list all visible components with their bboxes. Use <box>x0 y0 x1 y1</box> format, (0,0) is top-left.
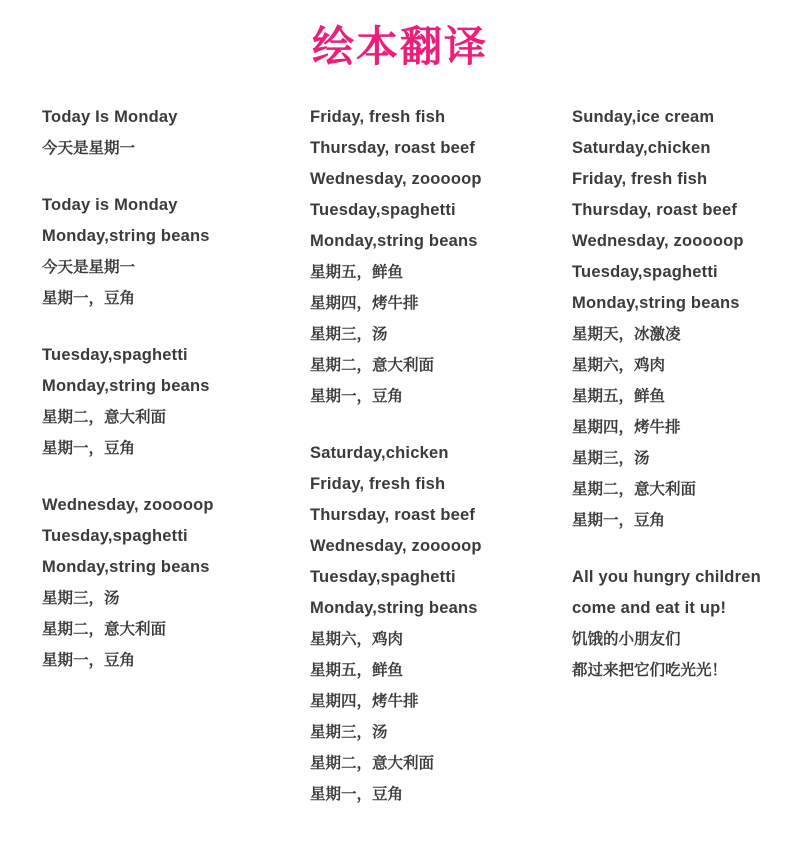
block-1-2 <box>42 190 268 314</box>
line: Wednesday, zooooop <box>310 537 482 555</box>
text-columns <box>0 84 800 836</box>
line: 星期六，鸡肉 <box>572 356 666 374</box>
block-1-4 <box>42 490 268 676</box>
line: 星期四，烤牛排 <box>572 418 681 436</box>
line: Tuesday,spaghetti <box>572 263 718 281</box>
line: Friday, fresh fish <box>310 475 446 493</box>
line: 星期三，汤 <box>310 723 388 741</box>
line: Monday,string beans <box>42 558 210 576</box>
line: 星期二，意大利面 <box>42 620 167 638</box>
line: 星期五，鲜鱼 <box>310 661 404 679</box>
line: Tuesday,spaghetti <box>42 346 188 364</box>
line: Saturday,chicken <box>572 139 711 157</box>
line: Tuesday,spaghetti <box>310 201 456 219</box>
line: 今天是星期一 <box>42 139 136 157</box>
line: 星期四，烤牛排 <box>310 294 419 312</box>
line: Saturday,chicken <box>310 444 449 462</box>
block-1-1 <box>42 102 268 164</box>
line: Sunday,ice cream <box>572 108 715 126</box>
line: Thursday, roast beef <box>310 139 476 157</box>
block-1-3 <box>42 340 268 464</box>
line: 星期二，意大利面 <box>42 408 167 426</box>
line: Wednesday, zooooop <box>42 496 214 514</box>
line: 星期一，豆角 <box>42 651 136 669</box>
column-2 <box>268 102 536 836</box>
line: 星期三，汤 <box>42 589 120 607</box>
line: 星期三，汤 <box>310 325 388 343</box>
line: 星期五，鲜鱼 <box>310 263 404 281</box>
line: All you hungry children <box>572 568 761 586</box>
line: 星期一，豆角 <box>42 289 136 307</box>
block-3-1 <box>572 102 800 536</box>
line: 星期五，鲜鱼 <box>572 387 666 405</box>
line: 星期一，豆角 <box>42 439 136 457</box>
line: 星期一，豆角 <box>310 785 404 803</box>
line: 星期三，汤 <box>572 449 650 467</box>
line: 都过来把它们吃光光！ <box>572 661 728 679</box>
block-2-1 <box>310 102 536 412</box>
line: Monday,string beans <box>572 294 740 312</box>
line: Wednesday, zooooop <box>572 232 744 250</box>
line: 今天是星期一 <box>42 258 136 276</box>
line: Monday,string beans <box>42 227 210 245</box>
line: Today Is Monday <box>42 108 178 126</box>
line: 星期天，冰激凌 <box>572 325 681 343</box>
line: Monday,string beans <box>310 599 478 617</box>
column-1 <box>0 102 268 702</box>
line: 饥饿的小朋友们 <box>572 630 681 648</box>
line: 星期一，豆角 <box>572 511 666 529</box>
line: 星期二，意大利面 <box>310 356 435 374</box>
block-2-2 <box>310 438 536 810</box>
line: come and eat it up! <box>572 599 727 617</box>
line: Tuesday,spaghetti <box>42 527 188 545</box>
line: 星期六，鸡肉 <box>310 630 404 648</box>
block-3-2 <box>572 562 800 686</box>
line: Friday, fresh fish <box>572 170 708 188</box>
line: Friday, fresh fish <box>310 108 446 126</box>
line: 星期二，意大利面 <box>310 754 435 772</box>
line: Thursday, roast beef <box>572 201 738 219</box>
line: 星期一，豆角 <box>310 387 404 405</box>
line: Wednesday, zooooop <box>310 170 482 188</box>
line: Tuesday,spaghetti <box>310 568 456 586</box>
line: Thursday, roast beef <box>310 506 476 524</box>
line: Monday,string beans <box>42 377 210 395</box>
line: 星期二，意大利面 <box>572 480 697 498</box>
page-title: 绘本翻译 <box>311 22 488 71</box>
line: Today is Monday <box>42 196 178 214</box>
column-3 <box>536 102 800 712</box>
line: 星期四，烤牛排 <box>310 692 419 710</box>
line: Monday,string beans <box>310 232 478 250</box>
